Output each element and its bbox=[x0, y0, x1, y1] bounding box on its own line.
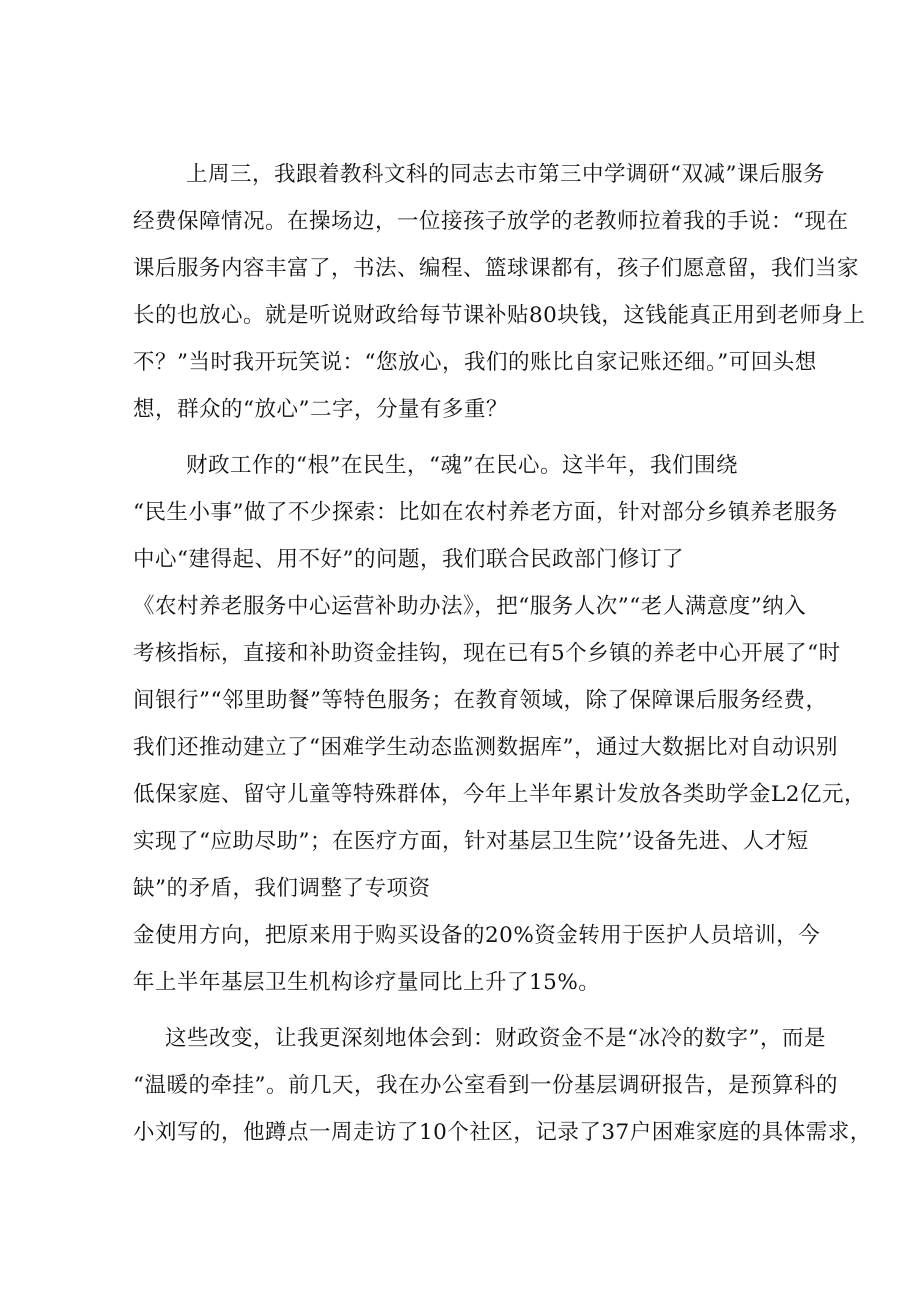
paragraph-1-line-4: 长的也放心。就是听说财政给每节课补贴80块钱，这钱能真正用到老师身上 bbox=[133, 303, 866, 328]
paragraph-2-line-6: 间银行”“邻里助餐”等特色服务；在教育领域，除了保障课后服务经费， bbox=[133, 688, 828, 713]
paragraph-1-line-1: 上周三，我跟着教科文科的同志去市第三中学调研“双减”课后服务 bbox=[186, 162, 825, 187]
paragraph-2-line-5: 考核指标，直接和补助资金挂钩，现在已有5个乡镇的养老中心开展了“时 bbox=[133, 641, 841, 666]
paragraph-2-line-2: “民生小事”做了不少探索：比如在农村养老方面，针对部分乡镇养老服务 bbox=[133, 500, 838, 525]
paragraph-3-line-2: “温暖的牵挂”。前几天，我在办公室看到一份基层调研报告，是预算科的 bbox=[133, 1073, 838, 1098]
paragraph-2-line-9: 实现了“应助尽助”；在医疗方面，针对基层卫生院’’设备先进、人才短 bbox=[133, 829, 809, 854]
paragraph-2-line-10: 缺”的矛盾，我们调整了专项资 bbox=[133, 876, 431, 901]
paragraph-2-line-11: 金使用方向，把原来用于购买设备的20%资金转用于医护人员培训，今 bbox=[133, 923, 821, 948]
paragraph-2-line-4: 《农村养老服务中心运营补助办法》，把“服务人次”“老人满意度”纳入 bbox=[133, 594, 807, 619]
paragraph-1-line-2: 经费保障情况。在操场边，一位接孩子放学的老教师拉着我的手说：“现在 bbox=[133, 209, 849, 234]
paragraph-1-line-6: 想，群众的“放心”二字，分量有多重？ bbox=[133, 397, 508, 422]
paragraph-2-line-8: 低保家庭、留守儿童等特殊群体，今年上半年累计发放各类助学金L2亿元， bbox=[133, 782, 866, 807]
paragraph-2-line-7: 我们还推动建立了“困难学生动态监测数据库”，通过大数据比对自动识别 bbox=[133, 735, 838, 760]
paragraph-2-line-12: 年上半年基层卫生机构诊疗量同比上升了15%。 bbox=[133, 970, 601, 995]
paragraph-1-line-3: 课后服务内容丰富了，书法、编程、篮球课都有，孩子们愿意留，我们当家 bbox=[133, 256, 860, 281]
paragraph-3-line-1: 这些改变，让我更深刻地体会到：财政资金不是“冰冷的数字”，而是 bbox=[165, 1026, 826, 1051]
paragraph-2-line-1: 财政工作的“根”在民生，“魂”在民心。这半年，我们围绕 bbox=[186, 453, 738, 478]
paragraph-3-line-3: 小刘写的，他蹲点一周走访了10个社区，记录了37户困难家庭的具体需求， bbox=[133, 1120, 872, 1145]
paragraph-1-line-5: 不？”当时我开玩笑说：“您放心，我们的账比自家记账还细。”可回头想 bbox=[133, 350, 817, 375]
paragraph-2-line-3: 中心“建得起、用不好”的问题，我们联合民政部门修订了 bbox=[133, 547, 684, 572]
